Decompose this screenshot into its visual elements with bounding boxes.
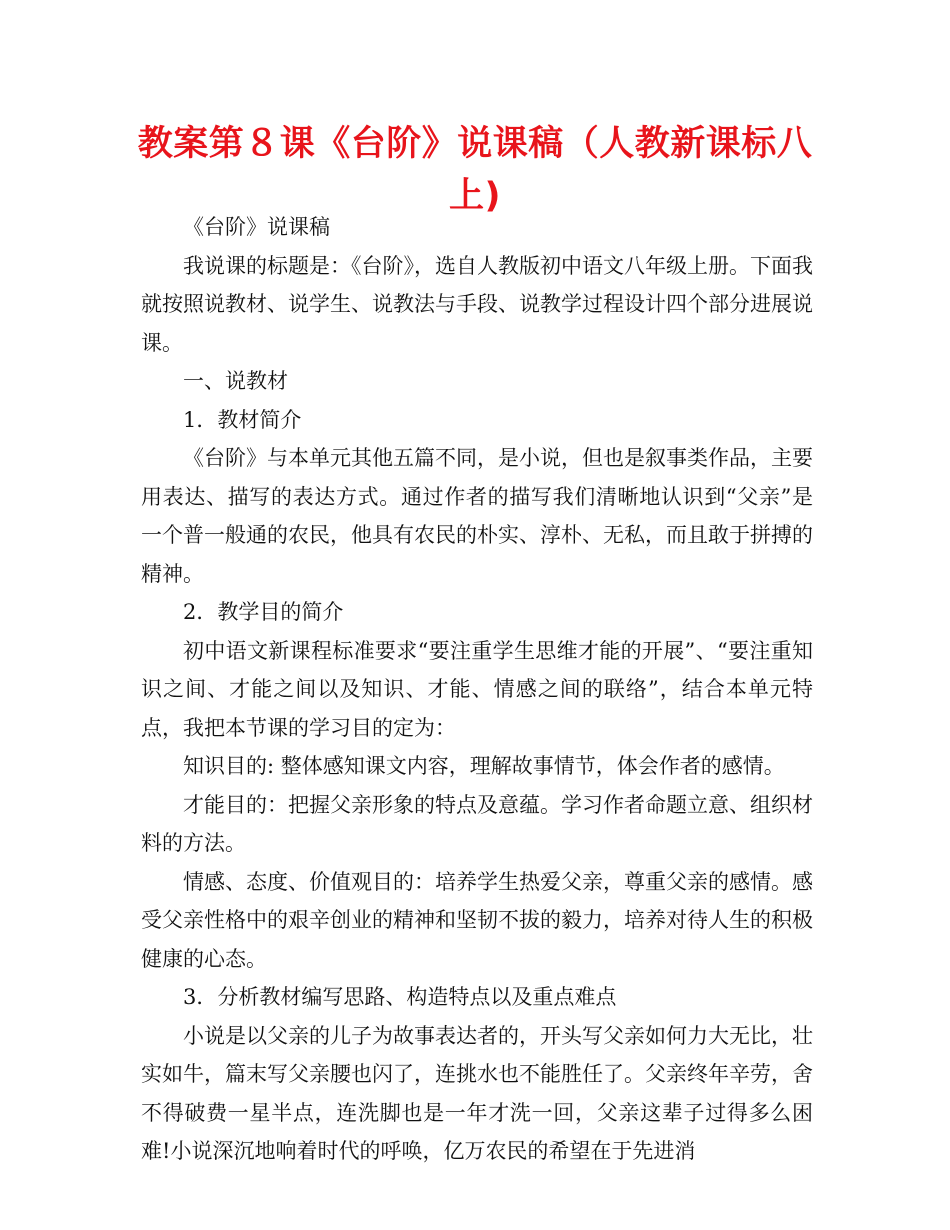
paragraph-subtitle: 《台阶》说课稿 (183, 215, 330, 239)
paragraph: 初中语文新课程标准要求“要注重学生思维才能的开展”、“要注重知识之间、才能之间以及知识、才能、情感之间的联络”，结合本单元特点，我把本节课的学习目的定为： (141, 638, 813, 740)
subsection-heading: 3．分析教材编写思路、构造特点以及重点难点 (183, 985, 617, 1009)
document-title: 教案第８课《台阶》说课稿（人教新课标八上) (137, 124, 813, 216)
paragraph: 知识目的: 整体感知课文内容，理解故事情节，体会作者的感情。 (183, 754, 785, 778)
paragraph: 才能目的：把握父亲形象的特点及意蕴。学习作者命题立意、组织材料的方法。 (141, 792, 813, 855)
document-body (141, 208, 813, 1171)
subsection-heading: 2．教学目的简介 (183, 600, 344, 624)
paragraph-intro: 我说课的标题是：《台阶》，选自人教版初中语文八年级上册。下面我就按照说教材、说学生、说教法与手段、说教学过程设计四个部分进展说课。 (141, 253, 813, 355)
paragraph: 小说是以父亲的儿子为故事表达者的，开头写父亲如何力大无比，壮实如牛，篇末写父亲腰也闪了，连挑水也不能胜任了。父亲终年辛劳，舍不得破费一星半点，连洗脚也是一年才洗一回，父亲这辈子过得多么困难!小说深沉地响着时代的呼唤，亿万农民的希望在于先进消 (141, 1023, 813, 1163)
paragraph: 情感、态度、价值观目的：培养学生热爱父亲，尊重父亲的感情。感受父亲性格中的艰辛创业的精神和坚韧不拔的毅力，培养对待人生的积极健康的心态。 (141, 869, 813, 971)
subsection-heading: 1．教材简介 (183, 407, 302, 432)
paragraph: 《台阶》与本单元其他五篇不同，是小说，但也是叙事类作品，主要用表达、描写的表达方式。通过作者的描写我们清晰地认识到“父亲”是一个普一般通的农民，他具有农民的朴实、淳朴、无私，而且敢于拼搏的精神。 (141, 446, 813, 586)
section-heading: 一、说教材 (183, 369, 288, 393)
